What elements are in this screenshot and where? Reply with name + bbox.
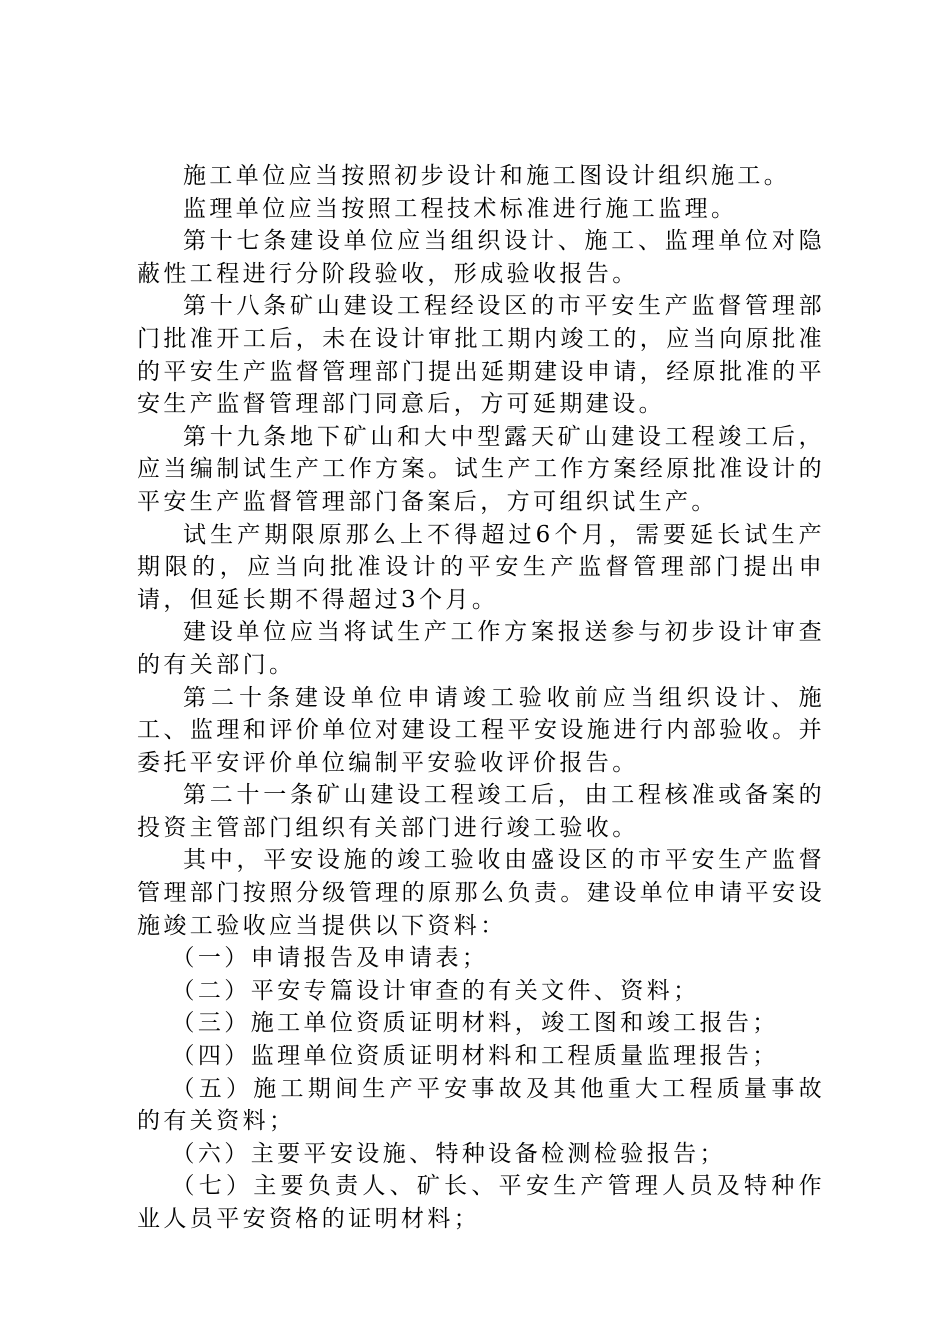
list-item: （五）施工期间生产平安事故及其他重大工程质量事故的有关资料； (137, 1075, 825, 1135)
paragraph: 第十八条矿山建设工程经设区的市平安生产监督管理部门批准开工后，未在设计审批工期内竣工的，应当向原批准的平安生产监督管理部门提出延期建设申请，经原批准的平安生产监督管理部门同意后，方可延期建设。 (137, 293, 825, 418)
list-item: （七）主要负责人、矿长、平安生产管理人员及特种作业人员平安资格的证明材料； (137, 1173, 825, 1232)
list-item: （二）平安专篇设计审查的有关文件、资料； (171, 977, 700, 1004)
paragraph: 试生产期限原那么上不得超过6个月，需要延长试生产期限的，应当向批准设计的平安生产监督管理部门提出申请，但延长期不得超过3个月。 (137, 521, 825, 613)
paragraph: 第二十条建设单位申请竣工验收前应当组织设计、施工、监理和评价单位对建设工程平安设施进行内部验收。并委托平安评价单位编制平安验收评价报告。 (137, 684, 825, 776)
paragraph: 建设单位应当将试生产工作方案报送参与初步设计审查的有关部门。 (137, 619, 825, 678)
paragraph: 监理单位应当按照工程技术标准进行施工监理。 (183, 195, 738, 222)
paragraph: 第十九条地下矿山和大中型露天矿山建设工程竣工后，应当编制试生产工作方案。试生产工作方案经原批准设计的平安生产监督管理部门备案后，方可组织试生产。 (137, 423, 825, 515)
list-item: （四）监理单位资质证明材料和工程质量监理报告； (171, 1043, 779, 1070)
list-item: （一）申请报告及申请表； (171, 945, 489, 972)
paragraph: 施工单位应当按照初步设计和施工图设计组织施工。 (183, 163, 791, 189)
list-item: （三）施工单位资质证明材料，竣工图和竣工报告； (171, 1010, 779, 1037)
paragraph: 其中，平安设施的竣工验收由盛设区的市平安生产监督管理部门按照分级管理的原那么负责。建设单位申请平安设施竣工验收应当提供以下资料： (137, 847, 825, 939)
paragraph: 第二十一条矿山建设工程竣工后，由工程核准或备案的投资主管部门组织有关部门进行竣工验收。 (137, 782, 825, 841)
paragraph: 第十七条建设单位应当组织设计、施工、监理单位对隐蔽性工程进行分阶段验收，形成验收报告。 (137, 228, 825, 287)
list-item: （六）主要平安设施、特种设备检测检验报告； (171, 1140, 726, 1167)
document-page (137, 160, 825, 1236)
